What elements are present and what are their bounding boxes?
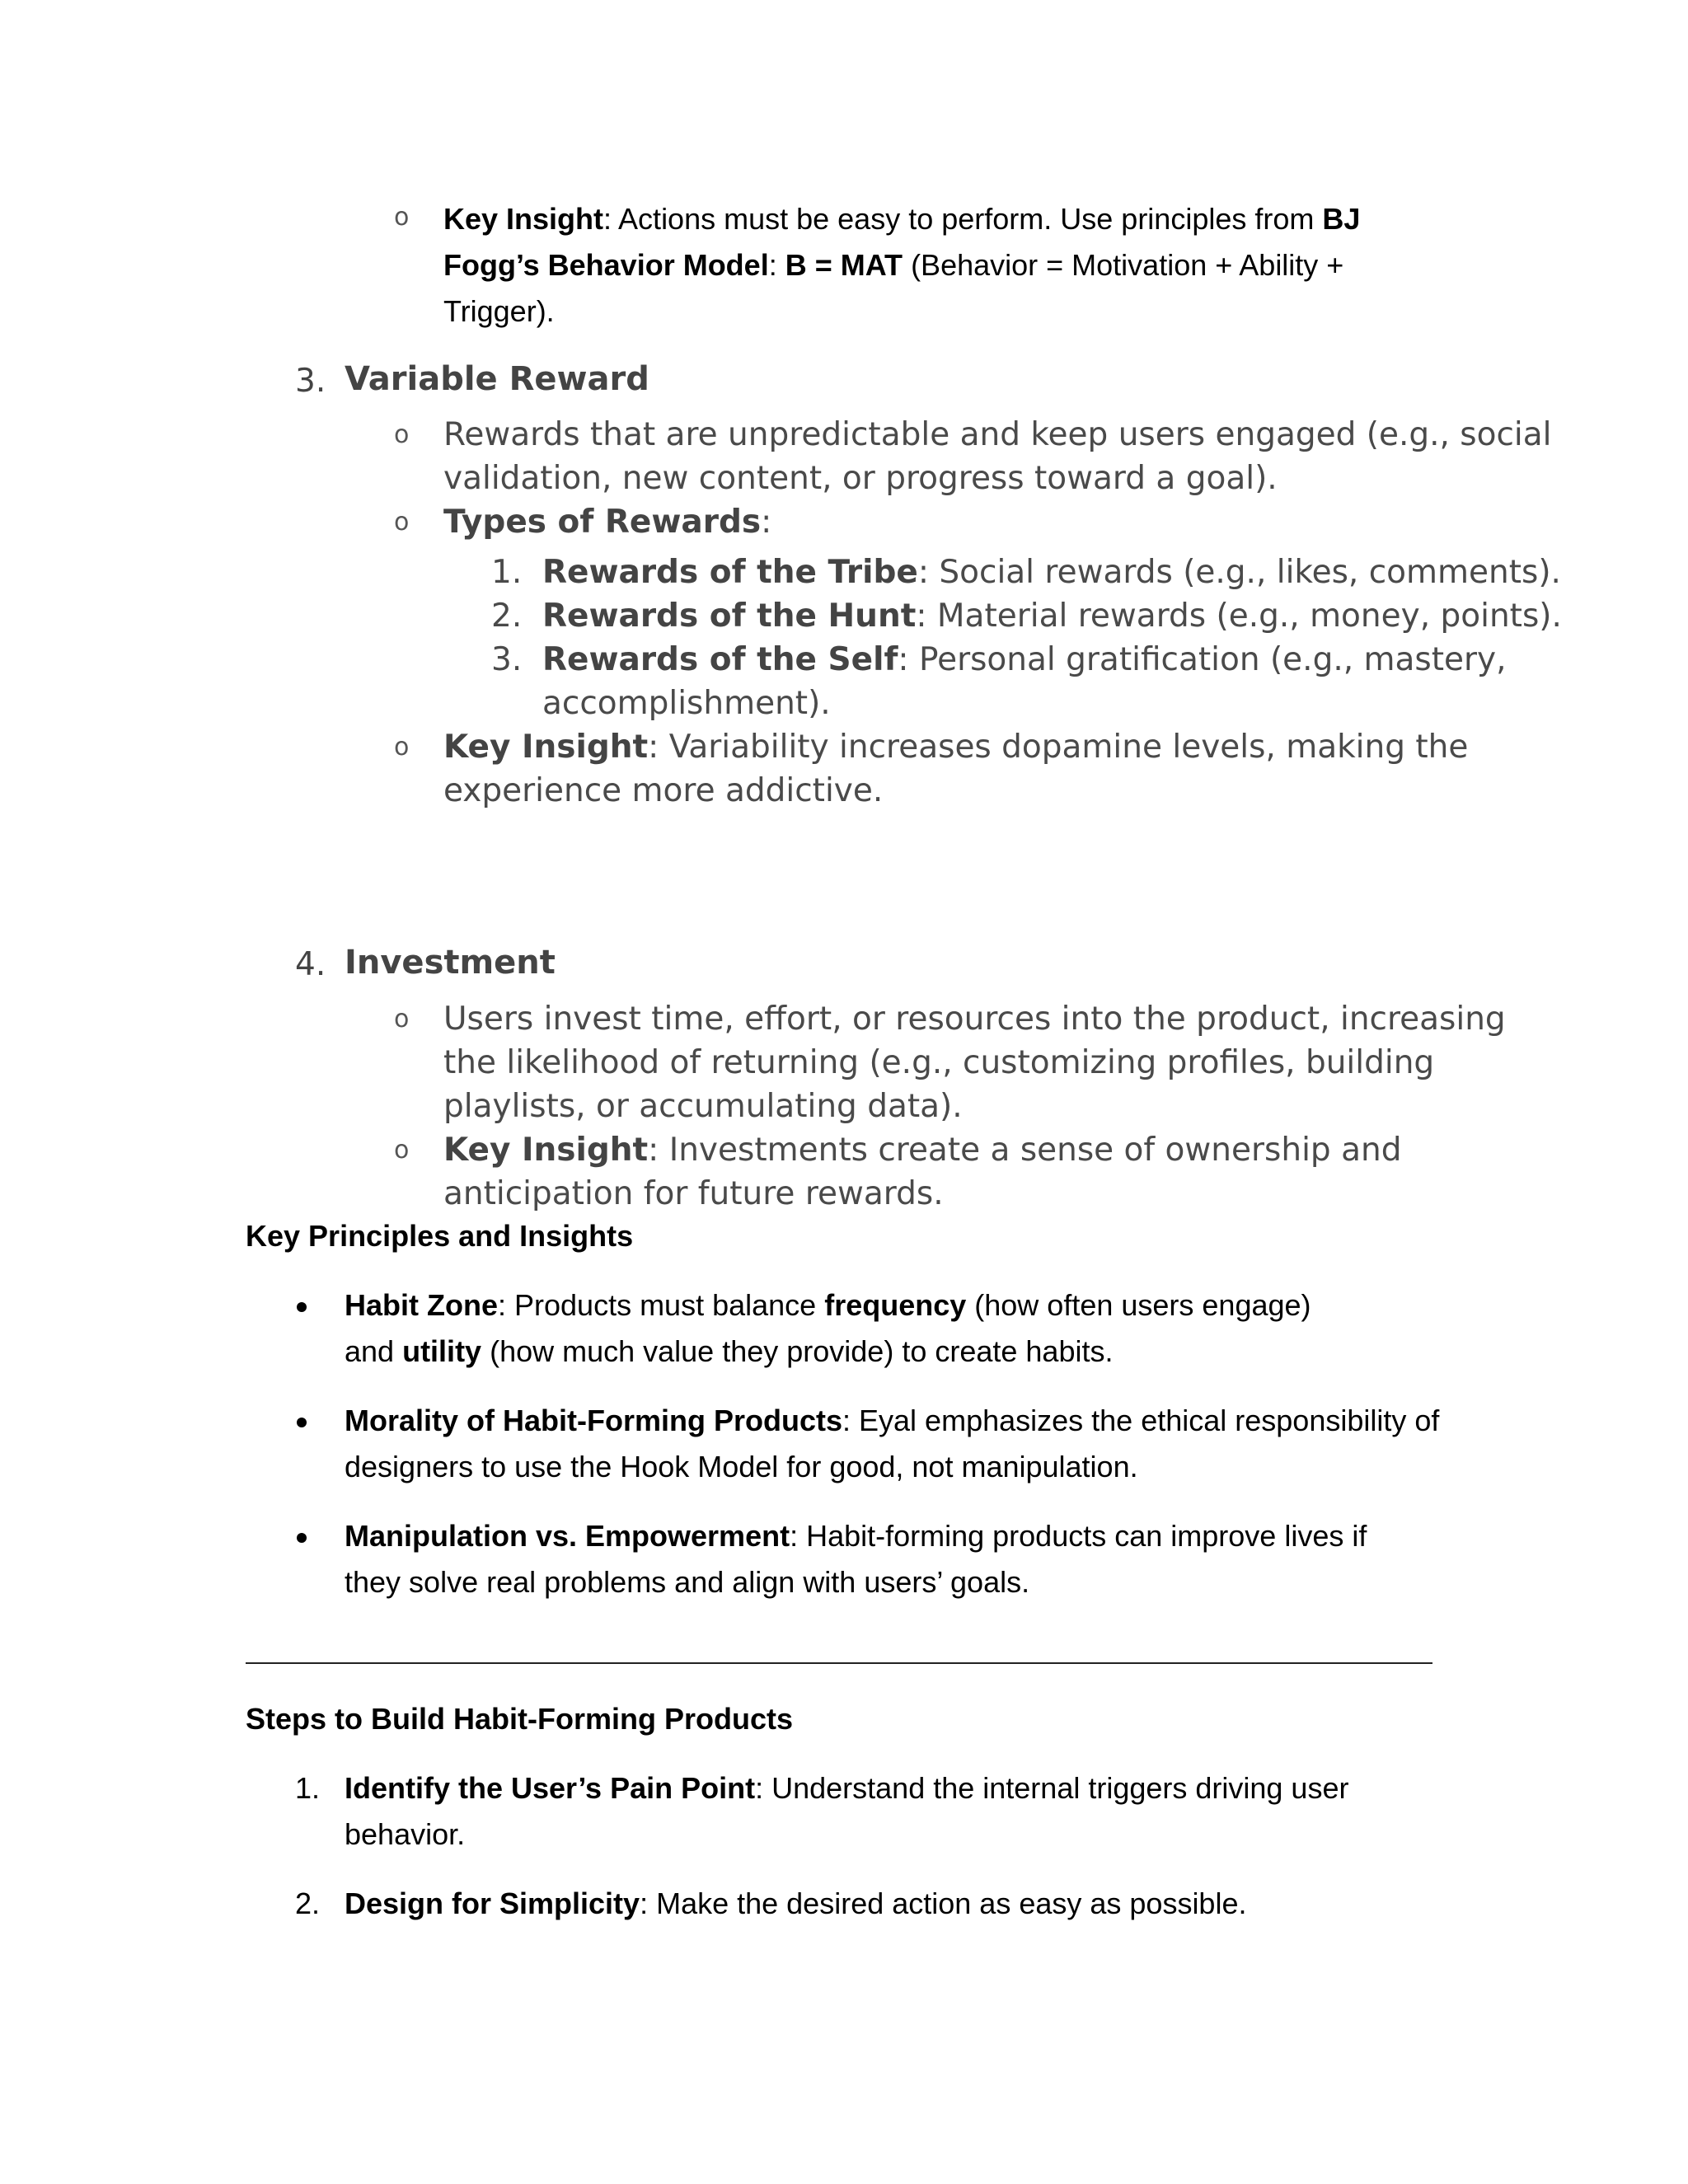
reward-self-text: : Personal gratification (e.g., mastery, — [898, 641, 1507, 678]
investment-key-insight-line-2: anticipation for future rewards. — [443, 1175, 944, 1212]
types-of-rewards-colon: : — [761, 504, 772, 541]
reward-number: 1. — [491, 554, 523, 591]
list-marker-circle: o — [394, 508, 410, 537]
utility-text: (how much value they provide) to create habits. — [481, 1334, 1114, 1368]
section-title-variable-reward: Variable Reward — [345, 360, 649, 398]
bmat-label: B = MAT — [785, 248, 903, 282]
list-marker-circle: o — [394, 420, 410, 449]
section-number: 3. — [295, 363, 326, 400]
key-insight-text: : Investments create a sense of ownership and — [648, 1132, 1402, 1169]
identify-pain-point-text: : Understand the internal triggers driving user — [755, 1771, 1349, 1805]
horizontal-divider — [246, 1662, 1432, 1664]
bullet-dot — [297, 1418, 307, 1427]
utility-label: utility — [402, 1334, 482, 1368]
separator: : — [768, 248, 785, 282]
investment-description-line-1: Users invest time, effort, or resources into the product, increasing — [443, 1001, 1506, 1038]
list-marker-circle: o — [394, 203, 410, 232]
reward-number: 2. — [491, 598, 523, 635]
bullet-dot — [297, 1302, 307, 1312]
step-number: 2. — [295, 1886, 321, 1920]
habit-zone-text: : Products must balance — [498, 1288, 825, 1322]
bj-label: BJ — [1322, 202, 1361, 236]
reward-self — [542, 638, 1507, 682]
list-marker-circle: o — [394, 733, 410, 762]
key-insight-label: Key Insight — [443, 202, 604, 236]
principle-manipulation-line-1 — [345, 1513, 1367, 1559]
fogg-model-label: Fogg’s Behavior Model — [443, 248, 769, 282]
frequency-label: frequency — [824, 1288, 967, 1322]
variable-reward-description-line-1: Rewards that are unpredictable and keep users engaged (e.g., social — [443, 416, 1552, 453]
manipulation-text: : Habit-forming products can improve lives if — [790, 1519, 1367, 1553]
key-insight-line-2 — [443, 242, 1343, 288]
types-of-rewards-label: Types of Rewards — [443, 504, 762, 541]
reward-tribe-text: : Social rewards (e.g., likes, comments). — [917, 554, 1561, 591]
key-insight-line-1 — [443, 196, 1360, 242]
section-title-investment: Investment — [345, 944, 556, 982]
and-text: and — [345, 1334, 403, 1368]
step-identify-line-1 — [345, 1765, 1348, 1811]
key-insight-text: : Variability increases dopamine levels, making the — [648, 729, 1469, 766]
reward-self-label: Rewards of the Self — [542, 641, 898, 678]
habit-zone-label: Habit Zone — [345, 1288, 498, 1322]
step-number: 1. — [295, 1771, 321, 1805]
design-simplicity-label: Design for Simplicity — [345, 1886, 640, 1920]
design-simplicity-text: : Make the desired action as easy as possible. — [640, 1886, 1247, 1920]
list-marker-circle: o — [394, 1005, 410, 1033]
reward-hunt — [542, 594, 1562, 638]
manipulation-label: Manipulation vs. Empowerment — [345, 1519, 790, 1553]
variable-reward-key-insight-line-2: experience more addictive. — [443, 772, 884, 809]
principle-habit-zone-line-2 — [345, 1329, 1113, 1375]
list-marker-circle: o — [394, 1136, 410, 1165]
morality-text: : Eyal emphasizes the ethical responsibility of — [842, 1404, 1440, 1437]
frequency-text: (how often users engage) — [966, 1288, 1311, 1322]
bmat-text: (Behavior = Motivation + Ability + — [903, 248, 1344, 282]
bullet-dot — [297, 1533, 307, 1543]
morality-label: Morality of Habit-Forming Products — [345, 1404, 843, 1437]
principle-manipulation-line-2: they solve real problems and align with users’ goals. — [345, 1565, 1030, 1599]
principle-habit-zone-line-1 — [345, 1282, 1311, 1329]
heading-key-principles: Key Principles and Insights — [246, 1219, 634, 1253]
investment-description-line-2: the likelihood of returning (e.g., customizing profiles, building — [443, 1044, 1435, 1081]
investment-description-line-3: playlists, or accumulating data). — [443, 1088, 963, 1125]
key-insight-label: Key Insight — [443, 729, 649, 766]
reward-number: 3. — [491, 641, 523, 678]
reward-tribe-label: Rewards of the Tribe — [542, 554, 918, 591]
step-simplicity-line-1 — [345, 1881, 1246, 1927]
key-insight-line-3: Trigger). — [443, 294, 555, 328]
heading-steps: Steps to Build Habit-Forming Products — [246, 1702, 793, 1736]
step-identify-line-2: behavior. — [345, 1817, 466, 1851]
principle-morality-line-2: designers to use the Hook Model for good, not manipulation. — [345, 1450, 1138, 1483]
reward-hunt-label: Rewards of the Hunt — [542, 598, 917, 635]
reward-self-continuation: accomplishment). — [542, 685, 831, 722]
reward-tribe — [542, 551, 1561, 594]
variable-reward-description-line-2: validation, new content, or progress toward a goal). — [443, 460, 1278, 497]
reward-hunt-text: : Material rewards (e.g., money, points). — [916, 598, 1562, 635]
identify-pain-point-label: Identify the User’s Pain Point — [345, 1771, 756, 1805]
principle-morality-line-1 — [345, 1398, 1439, 1444]
key-insight-label: Key Insight — [443, 1132, 649, 1169]
types-of-rewards — [443, 500, 771, 544]
section-number: 4. — [295, 946, 326, 983]
variable-reward-key-insight-line-1 — [443, 725, 1468, 769]
key-insight-text: : Actions must be easy to perform. Use principles from — [603, 202, 1323, 236]
investment-key-insight-line-1 — [443, 1128, 1401, 1172]
